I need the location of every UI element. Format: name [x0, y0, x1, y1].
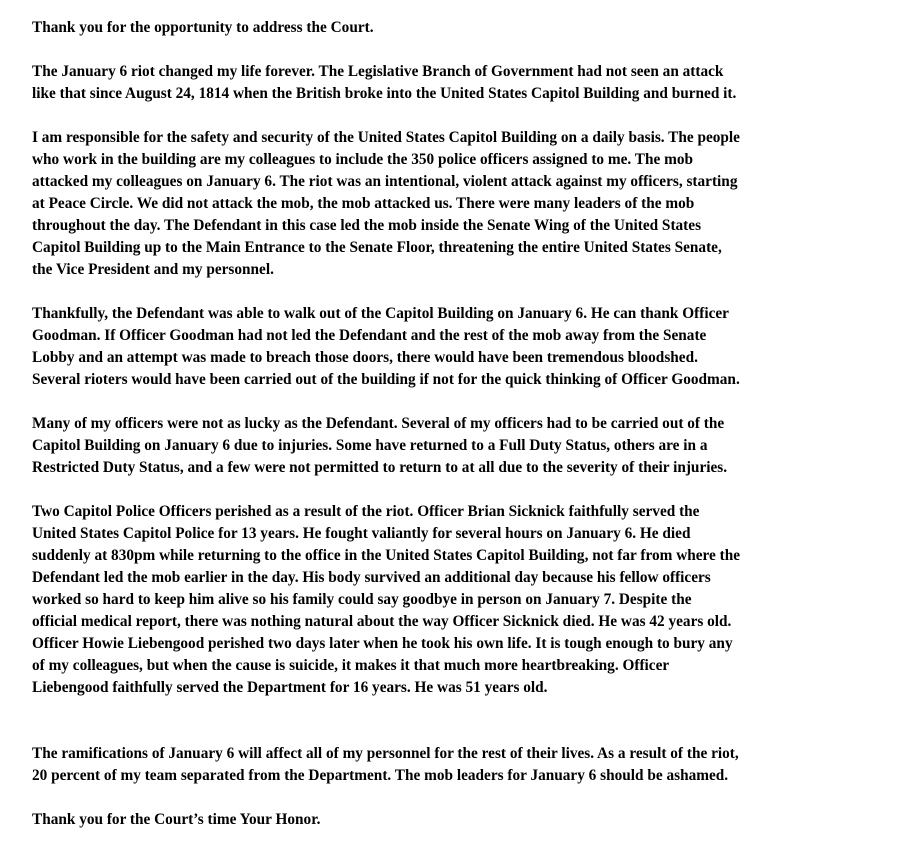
text-line: Lobby and an attempt was made to breach those doors, there would have been tremendous bloodshed.: [32, 349, 698, 366]
text-line: worked so hard to keep him alive so his family could say goodbye in person on January 7. Despite the: [32, 591, 692, 608]
text-line: Defendant led the mob earlier in the day. His body survived an additional day because his fellow officers: [32, 569, 711, 586]
text-line: attacked my colleagues on January 6. The riot was an intentional, violent attack against my officers, starting: [32, 173, 738, 190]
paragraph-responsibility: [32, 127, 892, 281]
text-line: Officer Howie Liebengood perished two days later when he took his own life. It is tough enough to bury any: [32, 635, 733, 652]
text-line: who work in the building are my colleagues to include the 350 police officers assigned to me. The mob: [32, 151, 694, 168]
paragraph-riot-impact: [32, 61, 892, 105]
text-line: Restricted Duty Status, and a few were not permitted to return to at all due to the severity of their injuries.: [32, 459, 728, 476]
text-line: Thank you for the opportunity to address the Court.: [32, 19, 374, 36]
paragraph-injured-officers: [32, 413, 892, 479]
text-line: the Vice President and my personnel.: [32, 261, 274, 278]
text-line: I am responsible for the safety and security of the United States Capitol Building on a daily basis. The people: [32, 129, 740, 146]
text-line: Several rioters would have been carried out of the building if not for the quick thinking of Officer Goodman.: [32, 371, 740, 388]
text-line: throughout the day. The Defendant in this case led the mob inside the Senate Wing of the United States: [32, 217, 702, 234]
text-line: at Peace Circle. We did not attack the mob, the mob attacked us. There were many leaders of the mob: [32, 195, 695, 212]
text-line: 20 percent of my team separated from the Department. The mob leaders for January 6 should be ashamed.: [32, 767, 729, 784]
text-line: The January 6 riot changed my life forever. The Legislative Branch of Government had not seen an attack: [32, 63, 724, 80]
paragraph-opening: [32, 17, 892, 39]
text-line: Goodman. If Officer Goodman had not led the Defendant and the rest of the mob away from the Senate: [32, 327, 707, 344]
text-line: Thank you for the Court’s time Your Honor.: [32, 811, 321, 828]
paragraph-officer-goodman: [32, 303, 892, 391]
paragraph-closing: [32, 809, 892, 831]
text-line: Capitol Building on January 6 due to injuries. Some have returned to a Full Duty Status, others are in a: [32, 437, 708, 454]
text-line: Thankfully, the Defendant was able to walk out of the Capitol Building on January 6. He can thank Officer: [32, 305, 729, 322]
text-line: Liebengood faithfully served the Department for 16 years. He was 51 years old.: [32, 679, 548, 696]
text-line: official medical report, there was nothing natural about the way Officer Sicknick died. He was 42 years old.: [32, 613, 732, 630]
document-page: [32, 17, 892, 853]
text-line: Many of my officers were not as lucky as the Defendant. Several of my officers had to be carried out of the: [32, 415, 725, 432]
text-line: Capitol Building up to the Main Entrance to the Senate Floor, threatening the entire United States Senate,: [32, 239, 722, 256]
paragraph-fallen-officers: [32, 501, 892, 699]
paragraph-ramifications: [32, 743, 892, 787]
text-line: Two Capitol Police Officers perished as a result of the riot. Officer Brian Sicknick faithfully served the: [32, 503, 700, 520]
text-line: United States Capitol Police for 13 years. He fought valiantly for several hours on January 6. He died: [32, 525, 691, 542]
text-line: The ramifications of January 6 will affect all of my personnel for the rest of their lives. As a result of the riot,: [32, 745, 739, 762]
text-line: suddenly at 830pm while returning to the office in the United States Capitol Building, not far from where the: [32, 547, 741, 564]
text-line: like that since August 24, 1814 when the British broke into the United States Capitol Building and burned it.: [32, 85, 737, 102]
text-line: of my colleagues, but when the cause is suicide, it makes it that much more heartbreaking. Officer: [32, 657, 670, 674]
